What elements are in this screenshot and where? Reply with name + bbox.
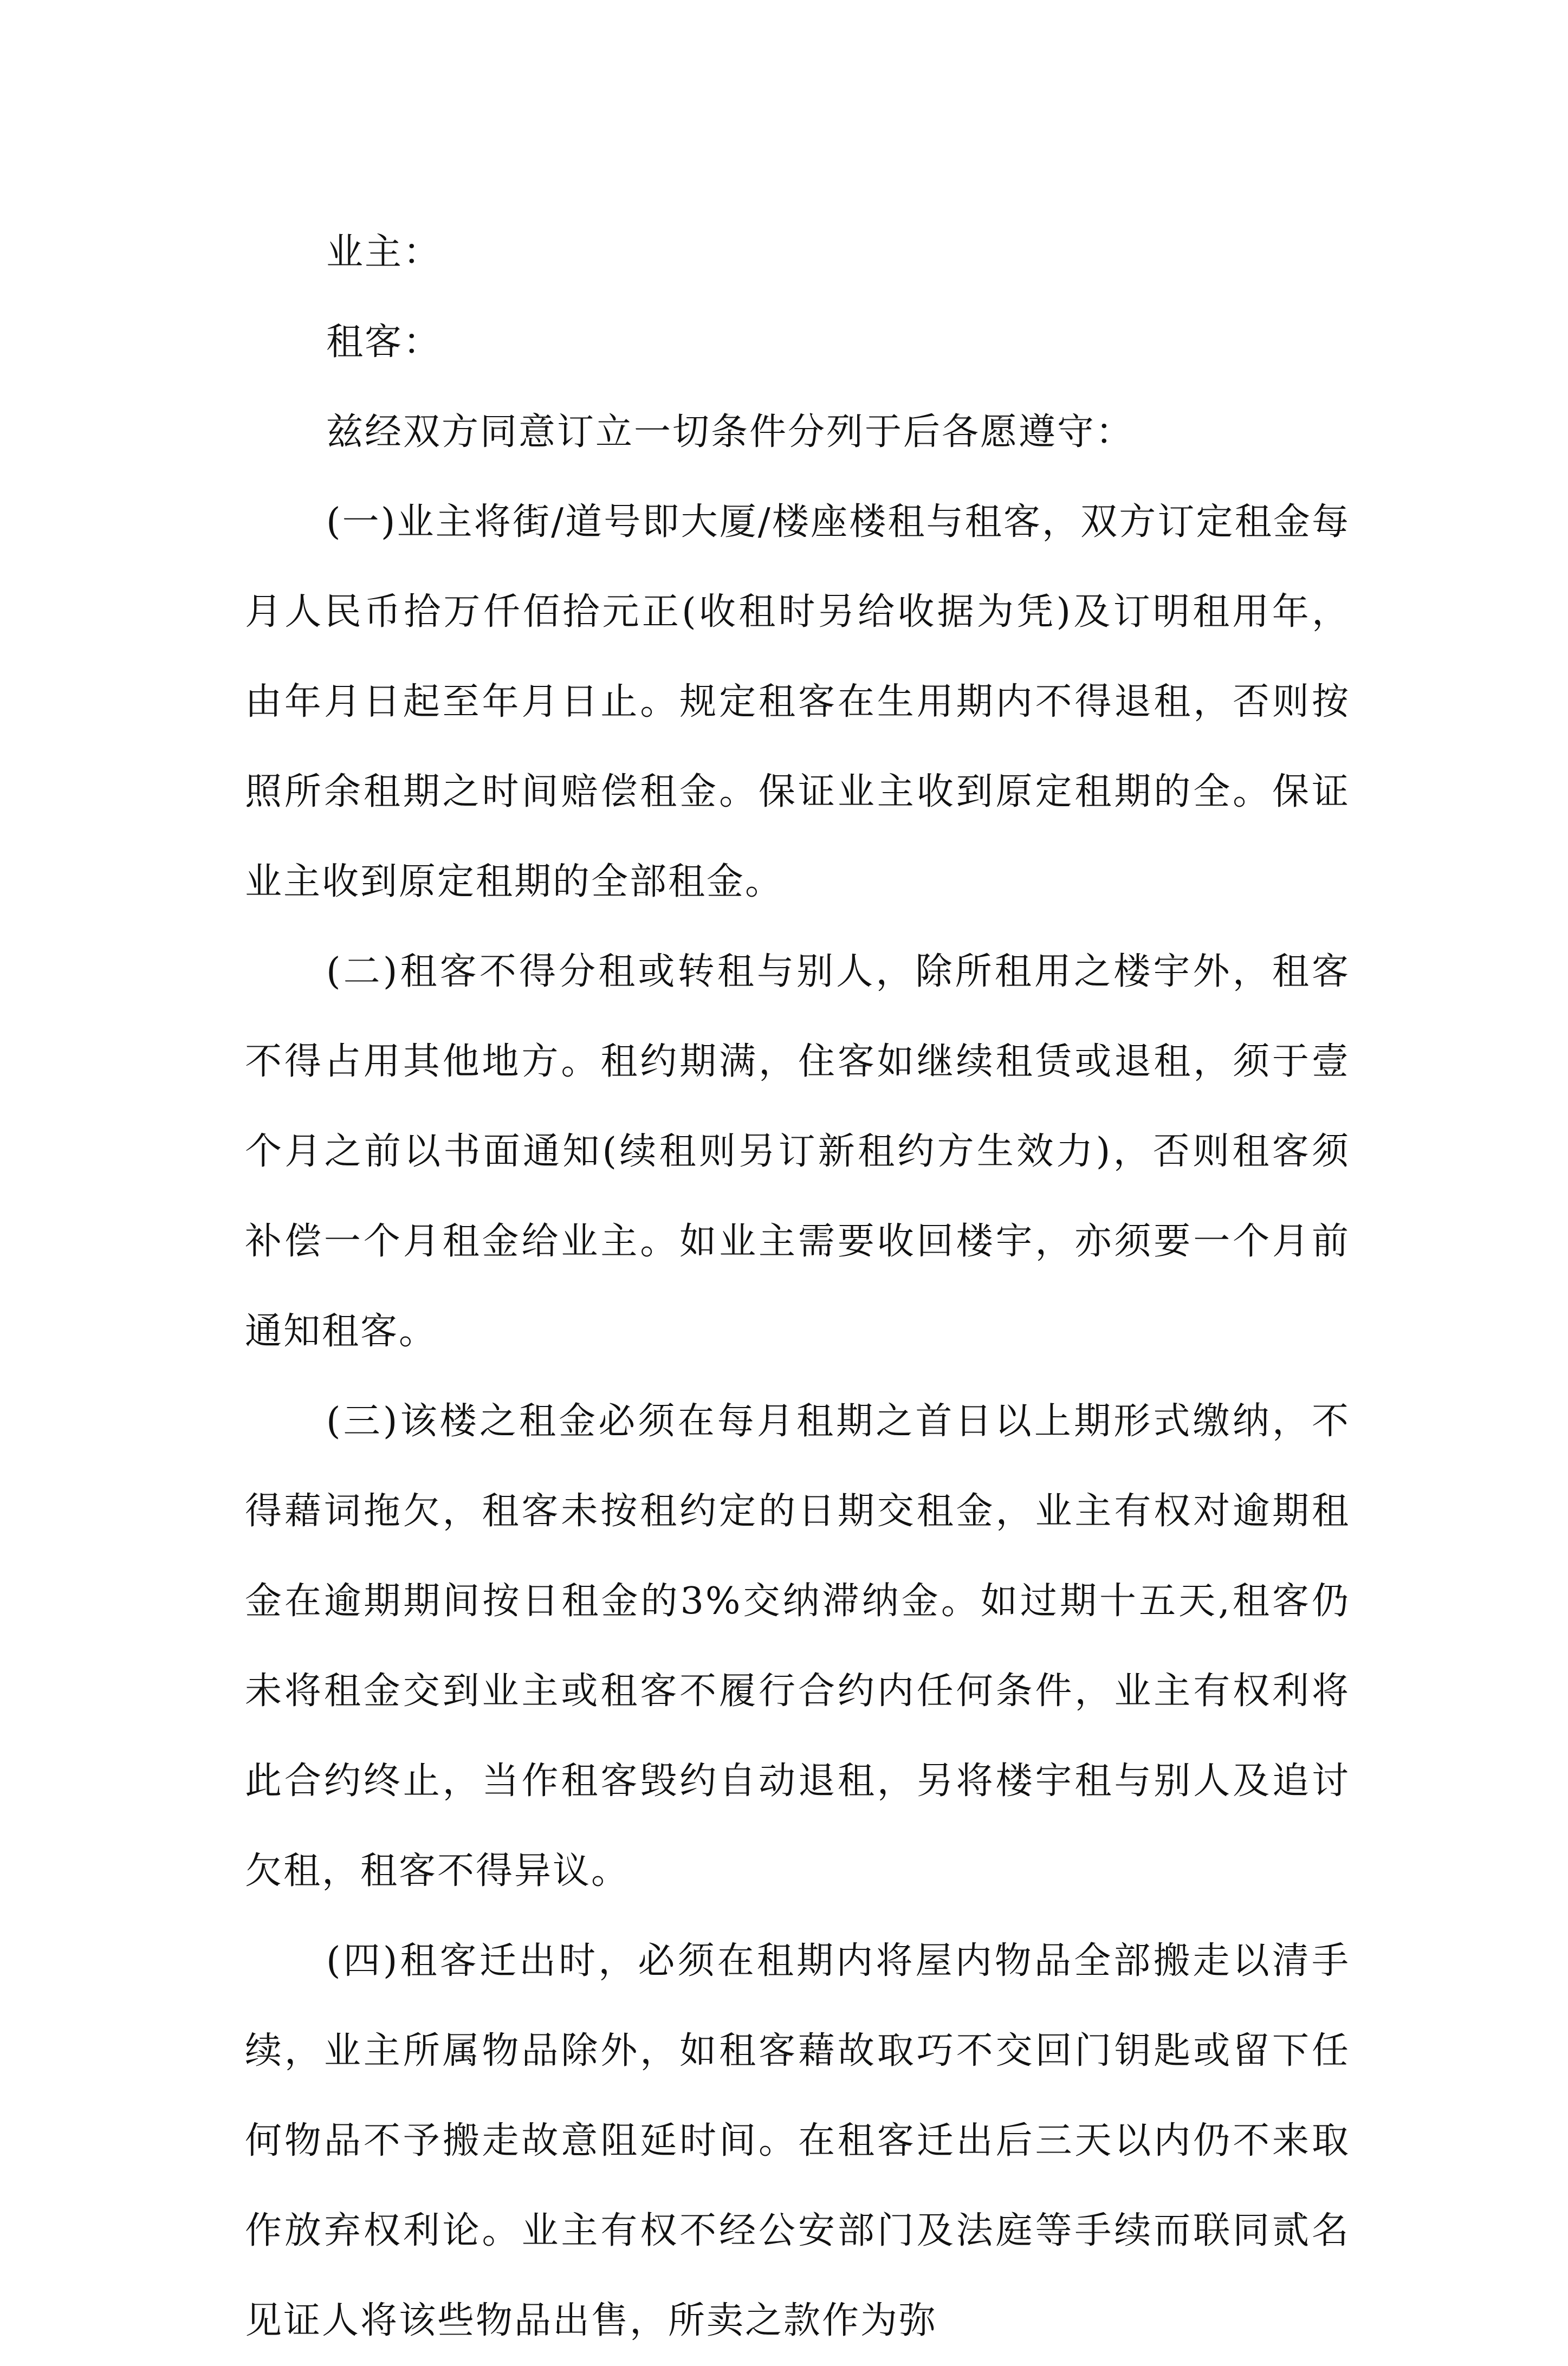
owner-line: 业主： xyxy=(326,231,442,274)
contract-body xyxy=(245,208,1350,2366)
tenant-line: 租客： xyxy=(326,321,442,364)
clause-1-paragraph: (一)业主将街/道号即大厦/楼座楼租与租客，双方订定租金每月人民币拾万仟佰拾元正(收租时另给收据为凭)及订明租用年，由年月日起至年月日止。规定租客在生用期内不得退租，否则按照所余租期之时间赔偿租金。保证业主收到原定租期的全。保证业主收到原定租期的全部租金。 xyxy=(245,501,1350,903)
intro-paragraph: 兹经双方同意订立一切条件分列于后各愿遵守： xyxy=(326,411,1135,453)
clause-4-paragraph: (四)租客迁出时，必须在租期内将屋内物品全部搬走以清手续，业主所属物品除外，如租客藉故取巧不交回门钥匙或留下任何物品不予搬走故意阻延时间。在租客迁出后三天以内仍不来取作放弃权利论。业主有权不经公安部门及法庭等手续而联同贰名见证人将该些物品出售，所卖之款作为弥 xyxy=(245,1940,1350,2342)
clause-3-paragraph: (三)该楼之租金必须在每月租期之首日以上期形式缴纳，不得藉词拖欠，租客未按租约定的日期交租金，业主有权对逾期租金在逾期期间按日租金的3%交纳滞纳金。如过期十五天,租客仍未将租金交到业主或租客不履行合约内任何条件，业主有权利将此合约终止，当作租客毁约自动退租，另将楼宇租与别人及追讨欠租，租客不得异议。 xyxy=(245,1400,1350,1892)
clause-2-paragraph: (二)租客不得分租或转租与别人，除所租用之楼宇外，租客不得占用其他地方。租约期满，住客如继续租赁或退租，须于壹个月之前以书面通知(续租则另订新租约方生效力)，否则租客须补偿一个月租金给业主。如业主需要收回楼宇，亦须要一个月前通知租客。 xyxy=(245,950,1350,1353)
